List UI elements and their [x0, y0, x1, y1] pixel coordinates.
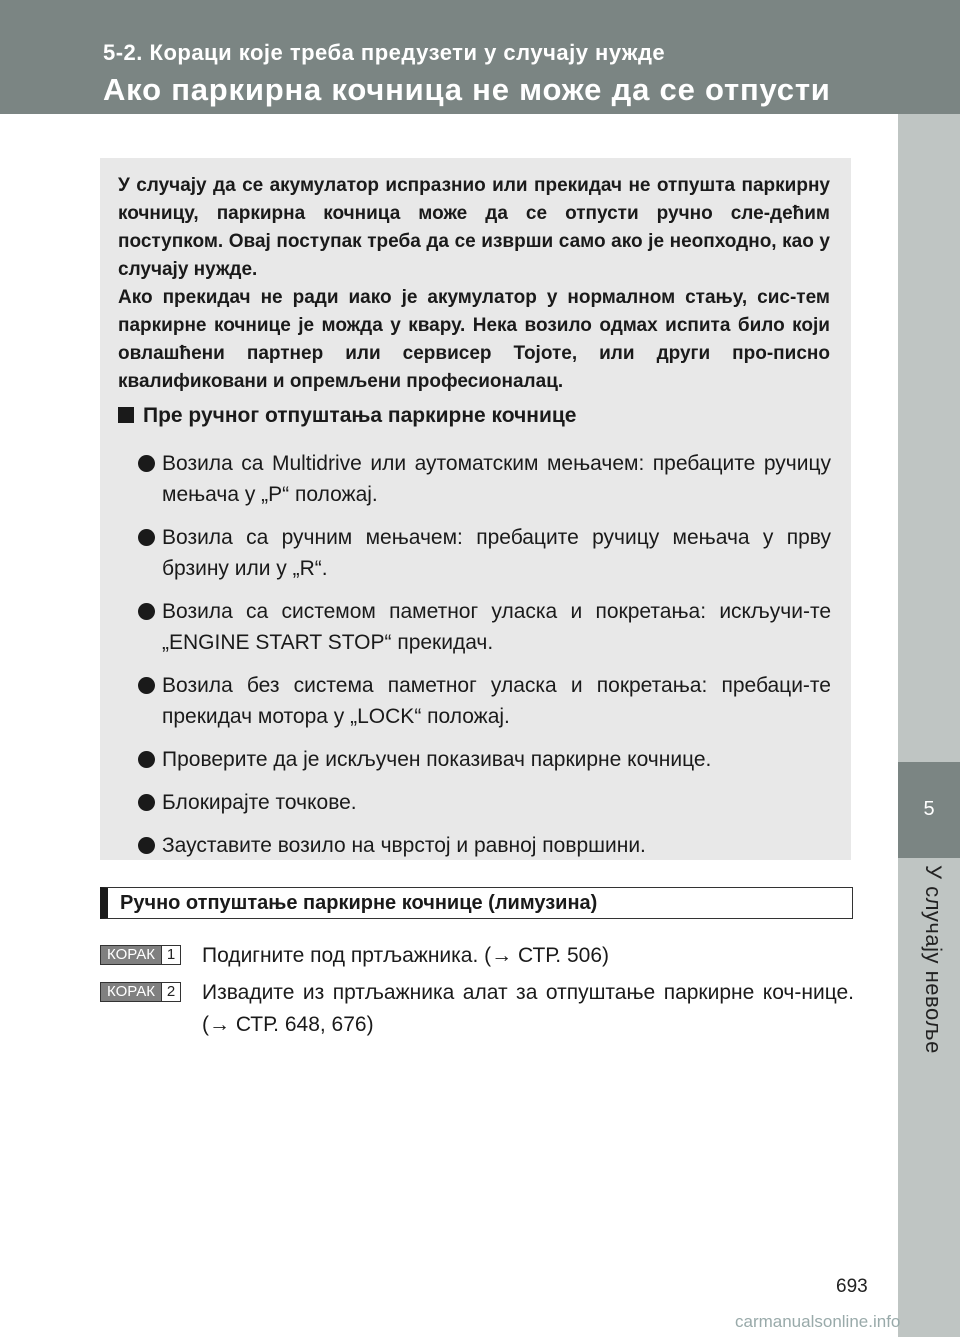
bullet-icon [138, 455, 155, 472]
bullet-icon [138, 603, 155, 620]
precondition-list [138, 448, 831, 873]
subheading [118, 402, 576, 430]
step-number: 2 [161, 983, 180, 1001]
bullet-icon [138, 794, 155, 811]
list-item [138, 448, 831, 510]
intro-paragraph: Ако прекидач не ради иако је акумулатор у нормалном стању, сис-тем паркирне кочнице је можда у квару. Нека возило одмах испита било који овлашћени партнер или сервисер Тојоте, или други про-писно квалификовани и опремљени професионалац. [118, 287, 830, 392]
step-label: КОРАК [101, 946, 161, 964]
watermark: carmanualsonline.info [735, 1312, 901, 1331]
bullet-icon [138, 677, 155, 694]
list-item-text: Возила са Multidrive или аутоматским мењачем: пребаците ручицу мењача у „P“ положај. [162, 452, 831, 506]
page-header [0, 0, 960, 114]
bullet-icon [138, 529, 155, 546]
bullet-icon [138, 837, 155, 854]
list-item-text: Зауставите возило на чврстој и равној површини. [162, 834, 646, 857]
list-item [138, 830, 831, 861]
subheading-text: Пре ручног отпуштања паркирне кочнице [143, 404, 577, 427]
intro-paragraph: У случају да се акумулатор испразнио или прекидач не отпушта паркирну кочницу, паркирна кочница може да се отпусти ручно сле-дећим поступком. Овај поступак треба да се изврши само ако је неопходно, као у случају нужде. [118, 175, 830, 280]
step-badge [100, 982, 181, 1002]
section-title: 5-2. Кораци које треба предузети у случају нужде [103, 40, 666, 65]
list-item-text: Проверите да је искључен показивач паркирне кочнице. [162, 748, 712, 771]
chapter-number: 5 [923, 798, 935, 820]
step-label: КОРАК [101, 983, 161, 1001]
list-item [138, 670, 831, 732]
list-item-text: Блокирајте точкове. [162, 791, 357, 814]
list-item [138, 787, 831, 818]
step-number: 1 [161, 946, 180, 964]
chapter-label: У случају невоље [921, 865, 946, 1054]
list-item-text: Возила са ручним мењачем: пребаците ручицу мењача у прву брзину или у „R“. [162, 526, 831, 580]
list-item [138, 522, 831, 584]
procedure-heading-text: Ручно отпуштање паркирне кочнице (лимузина) [120, 892, 598, 914]
square-bullet-icon [118, 407, 134, 423]
step-text: Подигните под пртљажника. (→ СТР. 506) [202, 944, 610, 967]
page-number: 693 [836, 1276, 868, 1297]
list-item-text: Возила без система паметног уласка и покретања: пребаци-те прекидач мотора у „LOCK“ положај. [162, 674, 831, 728]
procedure-heading [100, 887, 853, 919]
chapter-sidebar [898, 114, 960, 1337]
page-title: Ако паркирна кочница не може да се отпусти [103, 72, 831, 107]
bullet-icon [138, 751, 155, 768]
list-item [138, 596, 831, 658]
step-badge [100, 945, 181, 965]
intro-text [118, 172, 830, 396]
chapter-tab[interactable] [898, 762, 960, 858]
list-item [138, 744, 831, 775]
step-text: Извадите из пртљажника алат за отпуштање паркирне коч-нице. (→ СТР. 648, 676) [202, 981, 854, 1036]
list-item-text: Возила са системом паметног уласка и покретања: искључи-те „ENGINE START STOP“ прекидач. [162, 600, 831, 654]
